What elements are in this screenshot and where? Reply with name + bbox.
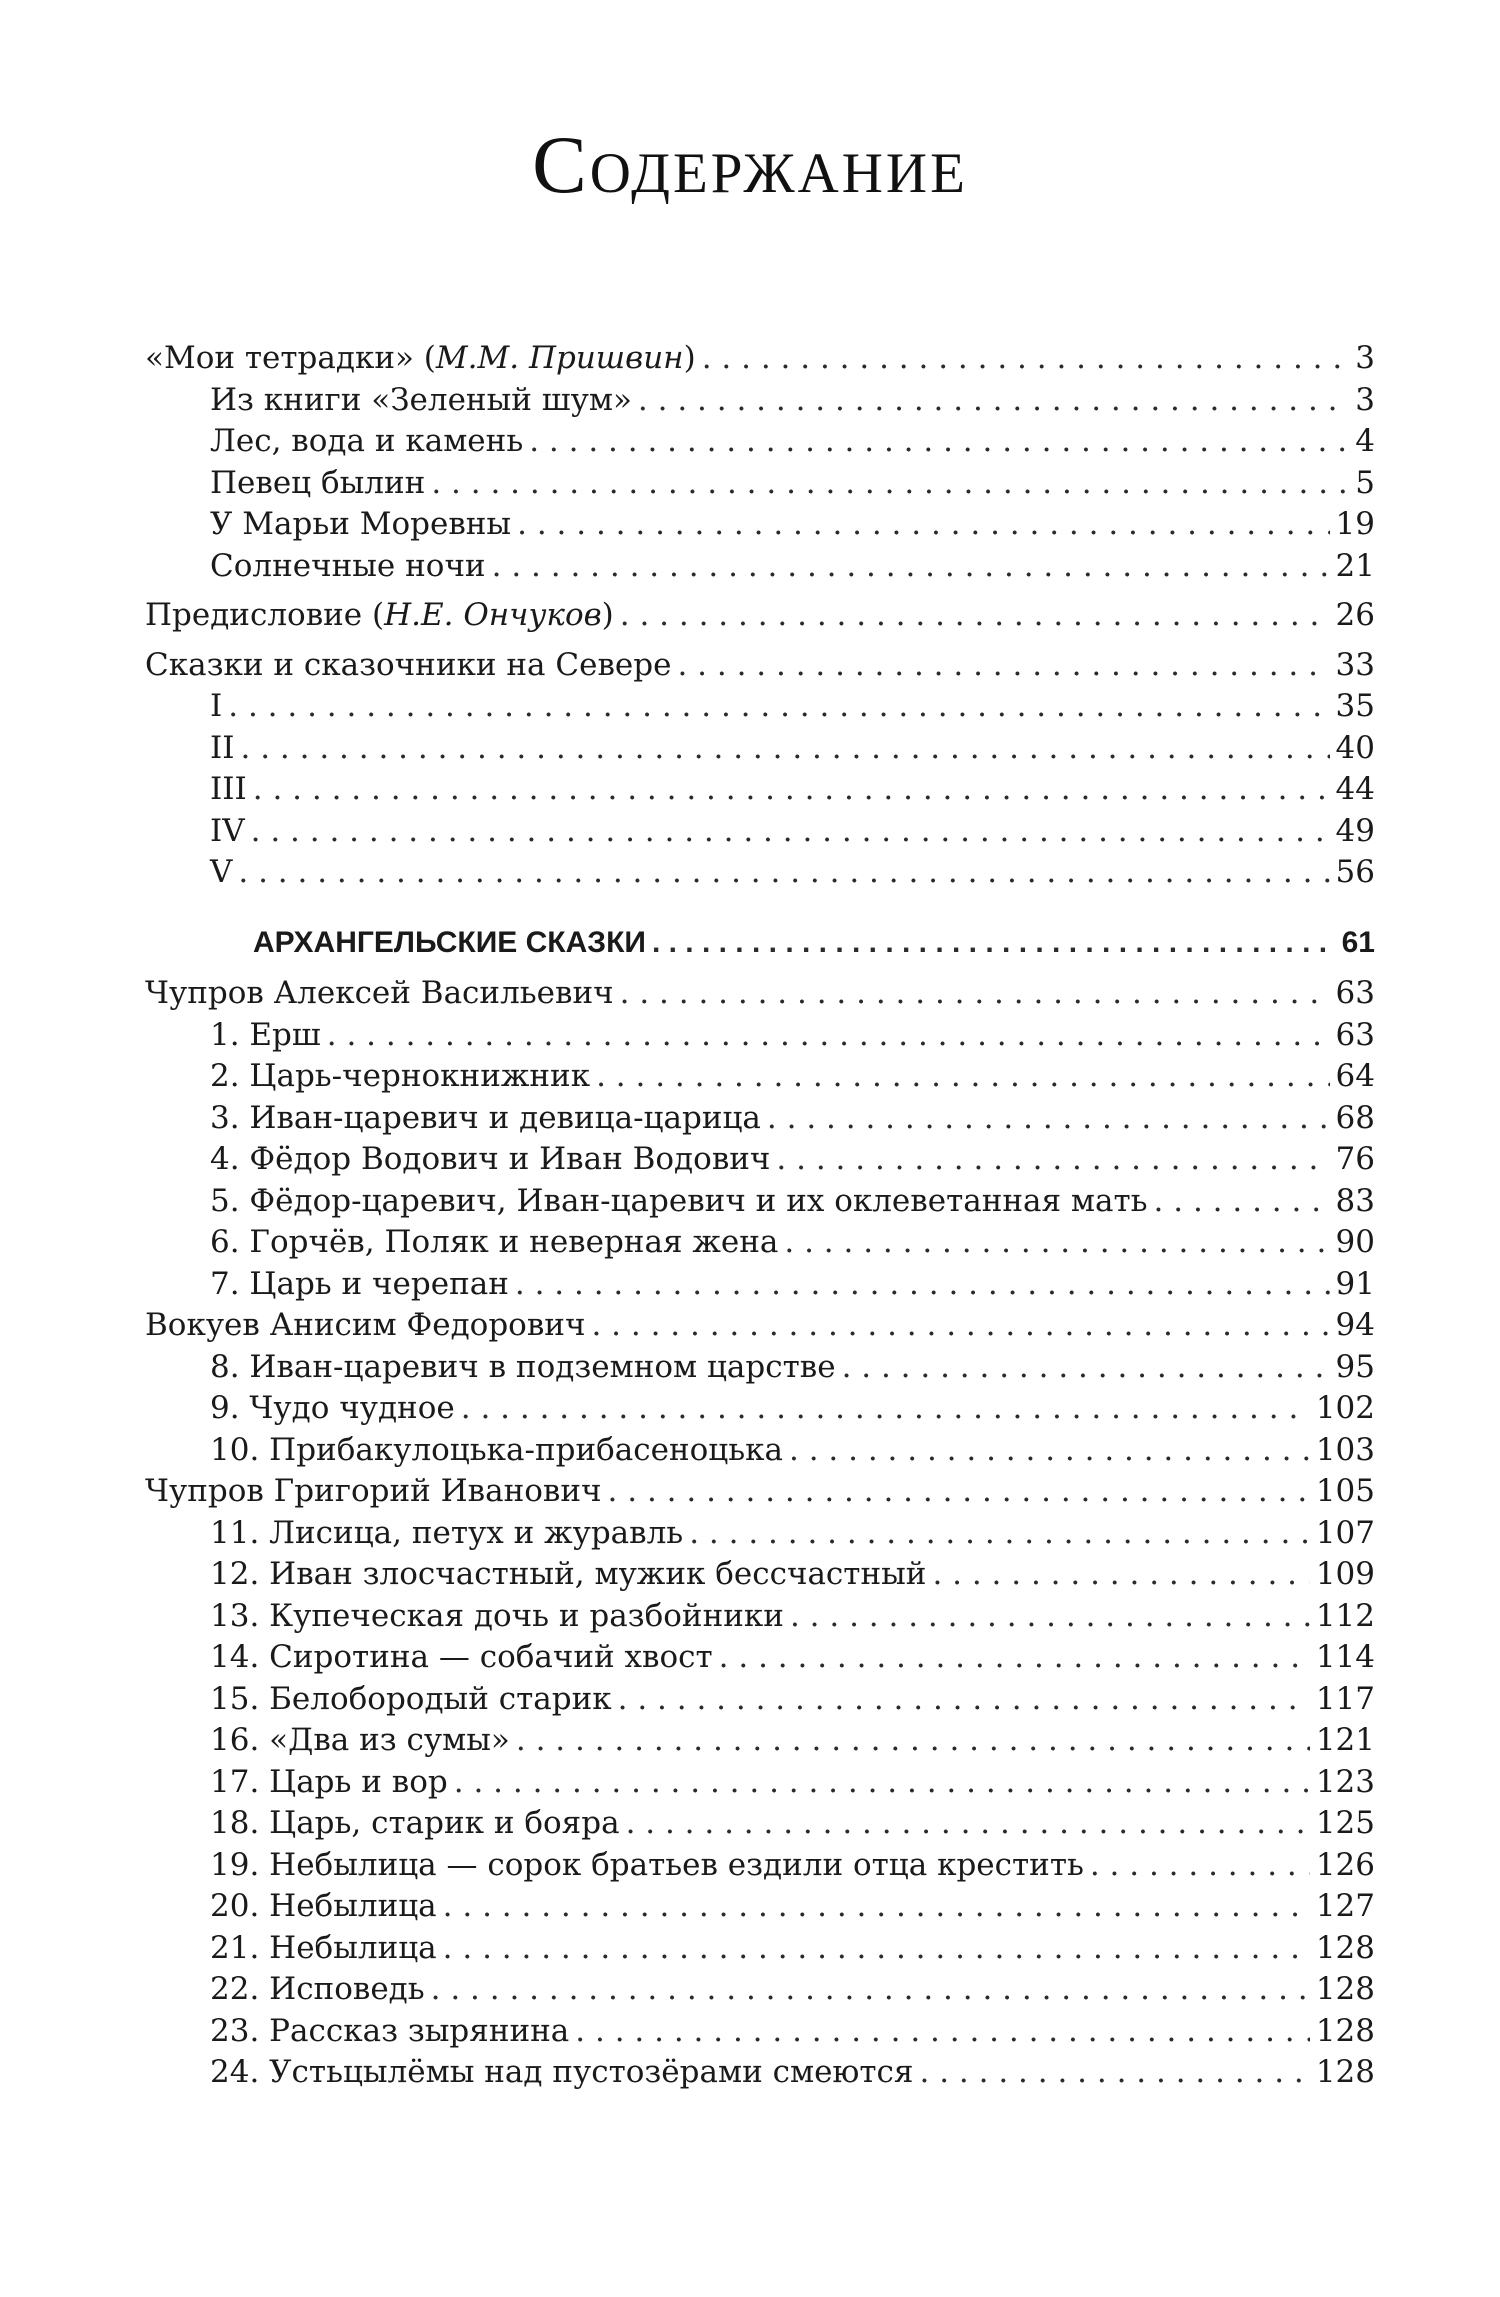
toc-page-number: 112	[1315, 1597, 1375, 1634]
toc-entry-title-text: I	[210, 688, 223, 724]
toc-entry-title-text: Чупров Григорий Иванович	[145, 1473, 602, 1509]
dot-leader	[443, 1928, 1310, 1970]
toc-entry-title	[210, 728, 235, 770]
toc-entry-title-text: 4. Фёдор Водович и Иван Водович	[210, 1141, 771, 1177]
dot-leader	[919, 2052, 1309, 2094]
dot-leader	[492, 546, 1330, 588]
toc-page-number: 4	[1355, 423, 1375, 459]
toc-entry-title	[210, 1513, 683, 1555]
toc-entry[interactable]	[145, 1969, 1375, 2011]
toc-entry-title-text: 19. Небылица — сорок братьев ездили отца крестить	[210, 1846, 1084, 1883]
toc-entry[interactable]	[145, 1762, 1375, 1804]
toc-entry-title-suffix: )	[683, 340, 696, 376]
toc-entry-title-text: 16. «Два из сумы»	[210, 1722, 510, 1758]
toc-entry[interactable]	[145, 1139, 1375, 1181]
toc-entry-title	[145, 338, 696, 380]
toc-entry-title	[210, 1554, 926, 1596]
toc-page-number: 63	[1335, 975, 1375, 1011]
toc-entry-author: Н.Е. Ончуков	[384, 597, 602, 633]
toc-section-heading[interactable]	[145, 922, 1375, 964]
toc-entry-title	[210, 1430, 783, 1472]
dot-leader	[790, 1596, 1310, 1638]
toc-page-number: 3	[1355, 340, 1375, 376]
toc-entry-title	[210, 504, 511, 546]
toc-page-number: 128	[1315, 2012, 1375, 2049]
dot-leader	[241, 728, 1330, 770]
toc-entry-title-text: 24. Устьцылёмы над пустозёрами смеются	[210, 2054, 914, 2090]
toc-entry[interactable]	[145, 1305, 1375, 1347]
toc-page-number: 40	[1335, 729, 1375, 766]
toc-entry-title	[210, 811, 245, 853]
toc-entry-title	[210, 463, 425, 505]
toc-entry[interactable]	[145, 973, 1375, 1015]
toc-entry-title-text: Вокуев Анисим Федорович	[145, 1307, 586, 1343]
toc-entry[interactable]	[145, 1347, 1375, 1389]
toc-entry[interactable]	[145, 645, 1375, 687]
toc-entry[interactable]	[145, 1886, 1375, 1928]
toc-entry-title-text: Лес, вода и камень	[210, 423, 524, 459]
toc-page-number: 3	[1355, 381, 1375, 418]
toc-entry-title	[210, 686, 222, 728]
toc-entry[interactable]	[145, 769, 1375, 811]
toc-entry-title	[210, 1222, 778, 1264]
toc-entry-title	[210, 1139, 770, 1181]
toc-entry[interactable]	[145, 380, 1375, 422]
toc-entry-title	[210, 1015, 321, 1057]
toc-page-number: 94	[1335, 1307, 1375, 1343]
dot-leader	[238, 852, 1329, 894]
toc-entry[interactable]	[145, 1679, 1375, 1721]
toc-entry[interactable]	[145, 1181, 1375, 1223]
dot-leader	[515, 1264, 1330, 1306]
toc-page-number: 128	[1315, 1929, 1375, 1966]
toc-entry-title	[210, 421, 523, 463]
dot-leader	[767, 1098, 1330, 1140]
toc-entry[interactable]	[145, 811, 1375, 853]
toc-entry-title	[210, 2011, 569, 2053]
toc-entry-title-suffix: )	[601, 597, 614, 633]
toc-entry-title-text: IV	[210, 812, 245, 849]
toc-entry[interactable]	[145, 1098, 1375, 1140]
toc-entry[interactable]	[145, 1264, 1375, 1306]
toc-entry-title-text: 22. Исповедь	[210, 1971, 425, 2007]
toc-entry-title-text: 10. Прибакулоцька-прибасеноцька	[210, 1431, 783, 1468]
dot-leader	[702, 338, 1349, 380]
dot-leader	[652, 922, 1336, 964]
toc-entry-title-text: Певец былин	[210, 464, 426, 501]
toc-entry-title	[210, 1098, 761, 1140]
toc-entry-title	[145, 973, 614, 1015]
toc-page-number: 123	[1315, 1763, 1375, 1800]
toc-entry-title	[145, 1471, 602, 1513]
dot-leader	[1154, 1181, 1330, 1223]
dot-leader	[517, 504, 1329, 546]
toc-entry[interactable]	[145, 1637, 1375, 1679]
toc-entry-title	[210, 1762, 448, 1804]
toc-entry-title	[210, 1845, 1084, 1887]
toc-entry-title	[145, 1305, 585, 1347]
toc-page-number: 44	[1335, 771, 1375, 807]
toc-page-number: 114	[1315, 1639, 1375, 1675]
dot-leader	[591, 1305, 1329, 1347]
toc-entry[interactable]	[145, 728, 1375, 770]
toc-page-number: 121	[1315, 1722, 1375, 1758]
dot-leader	[677, 645, 1329, 687]
toc-page-number: 19	[1335, 506, 1375, 542]
toc-entry-title	[145, 595, 614, 637]
dot-leader	[253, 769, 1330, 811]
toc-entry-title	[210, 1264, 509, 1306]
dot-leader	[516, 1720, 1310, 1762]
toc-entry-title-text: 3. Иван-царевич и девица-царица	[210, 1099, 761, 1136]
toc-page-number: 5	[1355, 464, 1375, 501]
toc-entry[interactable]	[145, 1596, 1375, 1638]
toc-entry-title	[210, 1388, 455, 1430]
toc-entry[interactable]	[145, 686, 1375, 728]
toc-entry-title-text: 2. Царь-чернокнижник	[210, 1058, 591, 1094]
toc-entry-title-text: 6. Горчёв, Поляк и неверная жена	[210, 1224, 779, 1260]
dot-leader	[327, 1015, 1330, 1057]
dot-leader	[1090, 1845, 1310, 1887]
toc-page-number: 109	[1315, 1556, 1375, 1592]
toc-entry-title-text: Солнечные ночи	[210, 547, 486, 584]
toc-entry[interactable]	[145, 421, 1375, 463]
dot-leader	[461, 1388, 1310, 1430]
dot-leader	[443, 1886, 1310, 1928]
toc-page-number: 64	[1335, 1058, 1375, 1094]
toc-page-number: 103	[1315, 1431, 1375, 1468]
toc-page-number: 91	[1335, 1265, 1375, 1302]
toc-entry-title	[210, 1181, 1148, 1223]
toc-entry-title	[210, 769, 247, 811]
toc-entry-title	[210, 1347, 836, 1389]
toc-entry-author: М.М. Пришвин	[435, 340, 684, 376]
toc-entry-title-text: Предисловие (	[145, 597, 385, 633]
toc-page-number: 90	[1335, 1224, 1375, 1260]
toc-entry-title-text: 17. Царь и вор	[210, 1763, 448, 1800]
toc-entry-title-text: 12. Иван злосчастный, мужик бессчастный	[210, 1556, 927, 1592]
dot-leader	[454, 1762, 1310, 1804]
toc-page-number: 95	[1335, 1348, 1375, 1385]
toc-entry-title-text: 20. Небылица	[210, 1888, 437, 1924]
table-of-contents	[145, 338, 1375, 2094]
toc-entry[interactable]	[145, 1222, 1375, 1264]
dot-leader	[431, 463, 1349, 505]
toc-entry-title-text: 13. Купеческая дочь и разбойники	[210, 1597, 784, 1634]
dot-leader	[638, 380, 1349, 422]
dot-leader	[789, 1430, 1310, 1472]
toc-entry-title-text: «Мои тетрадки» (	[145, 340, 436, 376]
toc-page-number: 126	[1315, 1846, 1375, 1883]
toc-entry[interactable]	[145, 1928, 1375, 1970]
toc-page-number: 76	[1335, 1141, 1375, 1177]
toc-page-number: 21	[1335, 547, 1375, 584]
toc-entry-title	[210, 1679, 612, 1721]
toc-page-number: 63	[1335, 1016, 1375, 1053]
dot-leader	[626, 1803, 1310, 1845]
toc-entry[interactable]	[145, 504, 1375, 546]
toc-page-number: 102	[1315, 1390, 1375, 1426]
toc-entry-title-text: V	[210, 854, 233, 890]
toc-page-number: 127	[1315, 1888, 1375, 1924]
toc-entry-title-text: Чупров Алексей Васильевич	[145, 975, 614, 1011]
toc-entry-title	[210, 1803, 620, 1845]
toc-entry-title	[210, 1969, 425, 2011]
toc-page-number: 107	[1315, 1514, 1375, 1551]
dot-leader	[776, 1139, 1329, 1181]
toc-entry-title	[210, 380, 632, 422]
toc-entry-title-text: 8. Иван-царевич в подземном царстве	[210, 1348, 836, 1385]
toc-entry-title	[210, 1637, 713, 1679]
toc-entry-title-text: 9. Чудо чудное	[210, 1390, 455, 1426]
toc-entry[interactable]	[145, 1720, 1375, 1762]
toc-entry-title-text: III	[210, 771, 247, 807]
toc-page-number: 26	[1335, 597, 1375, 633]
toc-entry[interactable]	[145, 338, 1375, 380]
toc-entry-title-text: Сказки и сказочники на Севере	[145, 646, 672, 683]
toc-entry-title-text: 11. Лисица, петух и журавль	[210, 1514, 684, 1551]
toc-entry-title	[210, 852, 232, 894]
dot-leader	[575, 2011, 1310, 2053]
dot-leader	[529, 421, 1349, 463]
toc-entry-title	[253, 922, 646, 964]
toc-page-number: 49	[1335, 812, 1375, 849]
toc-entry-title	[210, 1886, 437, 1928]
toc-entry[interactable]	[145, 1513, 1375, 1555]
toc-entry-title-text: 21. Небылица	[210, 1929, 437, 1966]
toc-page-number: 56	[1335, 854, 1375, 890]
toc-entry[interactable]	[145, 1803, 1375, 1845]
toc-entry[interactable]	[145, 546, 1375, 588]
toc-entry[interactable]	[145, 463, 1375, 505]
toc-entry-title	[210, 1928, 437, 1970]
toc-entry[interactable]	[145, 595, 1375, 637]
toc-entry-title-text: АРХАНГЕЛЬСКИЕ СКАЗКИ	[253, 925, 646, 959]
dot-leader	[431, 1969, 1310, 2011]
toc-entry[interactable]	[145, 1554, 1375, 1596]
toc-entry[interactable]	[145, 1388, 1375, 1430]
toc-entry-title-text: 1. Ерш	[210, 1016, 321, 1053]
toc-entry-title	[210, 1056, 590, 1098]
toc-entry-title-text: 18. Царь, старик и бояра	[210, 1805, 620, 1841]
toc-page-number: 105	[1315, 1473, 1375, 1509]
toc-entry-title	[210, 1596, 784, 1638]
dot-leader	[689, 1513, 1310, 1555]
toc-entry-title	[145, 645, 671, 687]
toc-entry[interactable]	[145, 2052, 1375, 2094]
toc-entry-title-text: 7. Царь и черепан	[210, 1265, 509, 1302]
toc-entry[interactable]	[145, 1430, 1375, 1472]
toc-entry[interactable]	[145, 1015, 1375, 1057]
dot-leader	[620, 973, 1330, 1015]
toc-entry-title-text: У Марьи Моревны	[210, 506, 512, 542]
toc-entry-title	[210, 546, 486, 588]
toc-entry-title-text: Из книги «Зеленый шум»	[210, 381, 632, 418]
toc-entry-title-text: II	[210, 729, 235, 766]
toc-entry-title	[210, 1720, 510, 1762]
toc-entry-title-text: 23. Рассказ зырянина	[210, 2012, 570, 2049]
dot-leader	[251, 811, 1330, 853]
toc-page-number: 35	[1335, 688, 1375, 724]
page-title: Содержание	[532, 119, 968, 210]
dot-leader	[620, 595, 1330, 637]
toc-page-number: 128	[1315, 1971, 1375, 2007]
toc-entry-title	[210, 2052, 913, 2094]
dot-leader	[784, 1222, 1329, 1264]
toc-entry[interactable]	[145, 852, 1375, 894]
toc-entry[interactable]	[145, 1845, 1375, 1887]
toc-page-number: 33	[1335, 646, 1375, 683]
dot-leader	[932, 1554, 1309, 1596]
toc-page-number: 61	[1341, 925, 1375, 959]
toc-entry-title-text: 5. Фёдор-царевич, Иван-царевич и их оклеветанная мать	[210, 1182, 1148, 1219]
toc-page-number: 83	[1335, 1182, 1375, 1219]
toc-entry-title-text: 14. Сиротина — собачий хвост	[210, 1639, 713, 1675]
toc-entry[interactable]	[145, 1056, 1375, 1098]
dot-leader	[608, 1471, 1310, 1513]
dot-leader	[228, 686, 1329, 728]
toc-page-number: 125	[1315, 1805, 1375, 1841]
dot-leader	[618, 1679, 1310, 1721]
toc-entry[interactable]	[145, 2011, 1375, 2053]
dot-leader	[596, 1056, 1329, 1098]
dot-leader	[842, 1347, 1330, 1389]
dot-leader	[719, 1637, 1310, 1679]
toc-entry-title-text: 15. Белобородый старик	[210, 1680, 612, 1717]
toc-page-number: 128	[1315, 2054, 1375, 2090]
toc-page-number: 68	[1335, 1099, 1375, 1136]
toc-page-number: 117	[1315, 1680, 1375, 1717]
toc-entry[interactable]	[145, 1471, 1375, 1513]
